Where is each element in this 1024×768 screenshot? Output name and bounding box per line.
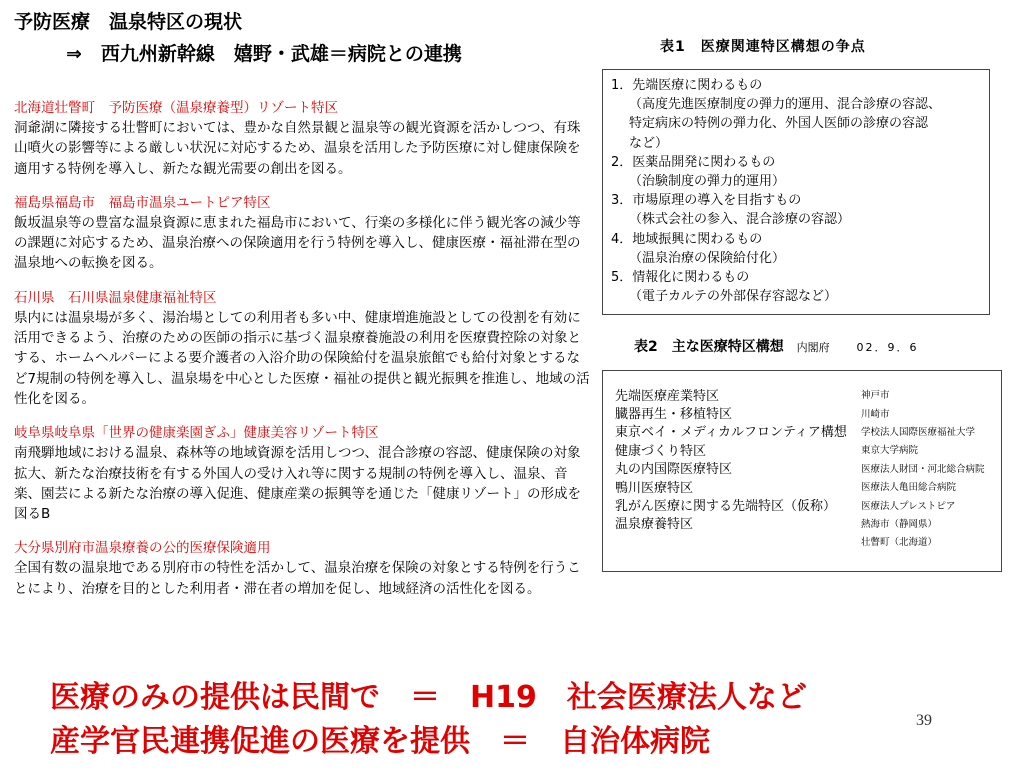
section-heading: 大分県別府市温泉療養の公的医療保険適用 xyxy=(14,540,271,557)
table1-line: 特定病床の特例の弾力化、外国人医師の診療の容認 xyxy=(629,116,929,132)
table2-caption xyxy=(634,336,919,356)
conclusion-banner xyxy=(50,676,807,764)
tokku-name: 臓器再生・移植特区 xyxy=(615,407,733,423)
table1-line: など） xyxy=(629,135,669,151)
table1-line: （治験制度の弾力的運用） xyxy=(629,174,786,190)
section-body: 県内には温泉場が多く、湯治場としての利用者も多い中、健康増進施設としての役割を有効に活用できるよう、治療のための医師の指示に基づく温泉療養施設の利用を医療費控除の対象とする、ホームヘルパーによる要介護者の入浴介助の保険給付を温泉旅館でも給付対象とするなど7規制の特例を導入し、温泉場を中心とした医療・福祉の提供と観光振興を推進し、地域の活性化を図る。 xyxy=(14,309,590,407)
title-line-2: ⇒ 西九州新幹線 嬉野・武雄＝病院との連携 xyxy=(66,43,462,65)
page-number: 39 xyxy=(916,712,932,729)
table-row xyxy=(615,385,995,403)
tokku-place: 東京大学病院 xyxy=(861,445,919,457)
banner-line-1: 医療のみの提供は民間で ＝ H19 社会医療法人など xyxy=(50,680,807,715)
section-heading: 北海道壮瞥町 予防医療（温泉療養型）リゾート特区 xyxy=(14,100,338,116)
tokku-name: 東京ベイ・メディカルフロンティア構想 xyxy=(615,425,847,441)
tokku-name: 先端医療産業特区 xyxy=(615,388,720,404)
tokku-place: 川崎市 xyxy=(861,408,890,420)
table-row xyxy=(615,403,995,421)
section-fukushima xyxy=(14,193,592,274)
table1-line: （株式会社の参入、混合診療の容認） xyxy=(629,212,851,228)
table1-caption: 表1 医療関連特区構想の争点 xyxy=(660,39,866,55)
banner-line-2: 産学官民連携促進の医療を提供 ＝ 自治体病院 xyxy=(50,724,710,759)
table1-box xyxy=(602,69,990,315)
section-ishikawa xyxy=(14,288,592,409)
tokku-name: 乳がん医療に関する先端特区（仮称） xyxy=(615,499,837,515)
tokku-place: 学校法人国際医療福祉大学 xyxy=(861,426,976,438)
table1-line: 5．情報化に関わるもの xyxy=(611,270,750,286)
table-row xyxy=(615,514,995,532)
section-heading: 石川県 石川県温泉健康福祉特区 xyxy=(14,289,217,306)
tokku-place: 熱海市（静岡県） xyxy=(861,518,938,530)
section-heading: 福島県福島市 福島市温泉ユートピア特区 xyxy=(14,194,271,211)
tokku-place: 医療法人亀田総合病院 xyxy=(861,482,957,494)
tokku-place: 壮瞥町（北海道） xyxy=(861,537,938,549)
table-row xyxy=(615,495,995,513)
table1-line: 4．地域振興に関わるもの xyxy=(611,231,763,247)
tokku-name: 温泉療養特区 xyxy=(615,517,694,533)
table1-line: （温泉治療の保険給付化） xyxy=(629,250,786,266)
table1-line: （高度先進医療制度の弾力的運用、混合診療の容認、 xyxy=(629,97,942,113)
section-heading: 岐阜県岐阜県「世界の健康楽園ぎふ」健康美容リゾート特区 xyxy=(14,425,379,442)
tokku-name: 丸の内国際医療特区 xyxy=(615,462,733,478)
tokku-name: 健康づくり特区 xyxy=(615,443,707,459)
table2-box xyxy=(602,370,1002,572)
section-body: 南飛騨地域における温泉、森林等の地域資源を活用しつつ、混合診療の容認、健康保険の対象拡大、新たな治療技術を有する外国人の受け入れ等に関する規制の特例を導入し、温泉、音楽、園芸による新たな治療の導入促進、健康産業の振興等を通じた「健康リゾート」の形成を図るB xyxy=(14,445,581,523)
section-body: 洞爺湖に隣接する壮瞥町においては、豊かな自然景観と温泉等の観光資源を活かしつつ、有珠山噴火の影響等による厳しい状況に対応するため、温泉を活用した予防医療に対し健康保険を適用する特例を導入し、新たな観光需要の創出を図る。 xyxy=(14,120,581,177)
table1-line: 2．医薬品開発に関わるもの xyxy=(611,154,776,170)
section-oita xyxy=(14,538,592,599)
table-row xyxy=(615,422,995,440)
title-line-1: 予防医療 温泉特区の現状 xyxy=(14,11,243,33)
tokku-name: 鴨川医療特区 xyxy=(615,480,694,496)
section-body: 全国有数の温泉地である別府市の特性を活かして、温泉治療を保険の対象とする特例を行うことにより、治療を目的とした利用者・滞在者の増加を促し、地域経済の活性化を図る。 xyxy=(14,560,581,597)
tokku-place: 神戸市 xyxy=(861,390,890,402)
section-gifu xyxy=(14,423,592,524)
table-row xyxy=(615,477,995,495)
tokku-place: 医療法人プレストピア xyxy=(861,500,956,512)
table2-date: 02．9．6 xyxy=(856,341,919,354)
slide-title xyxy=(14,6,462,70)
table-row xyxy=(615,440,995,458)
tokku-place: 医療法人財団・河北総合病院 xyxy=(861,463,985,475)
table1-line: 1．先端医療に関わるもの xyxy=(611,78,763,93)
table1-line: 3．市場原理の導入を目指すもの xyxy=(611,193,802,209)
section-hokkaido xyxy=(14,98,592,179)
table1-line: （電子カルテの外部保存容認など） xyxy=(629,289,838,305)
table2-org: 内閣府 xyxy=(796,341,830,354)
table2-title: 表2 主な医療特区構想 xyxy=(634,339,784,355)
section-body: 飯坂温泉等の豊富な温泉資源に恵まれた福島市において、行楽の多様化に伴う観光客の減少等の課題に対応するため、温泉治療への保険適用を行う特例を導入し、健康医療・福祉滞在型の温泉地への転換を図る。 xyxy=(14,214,581,272)
table-row xyxy=(615,459,995,477)
table-row xyxy=(615,532,995,550)
onsen-tokku-sections xyxy=(14,98,592,613)
